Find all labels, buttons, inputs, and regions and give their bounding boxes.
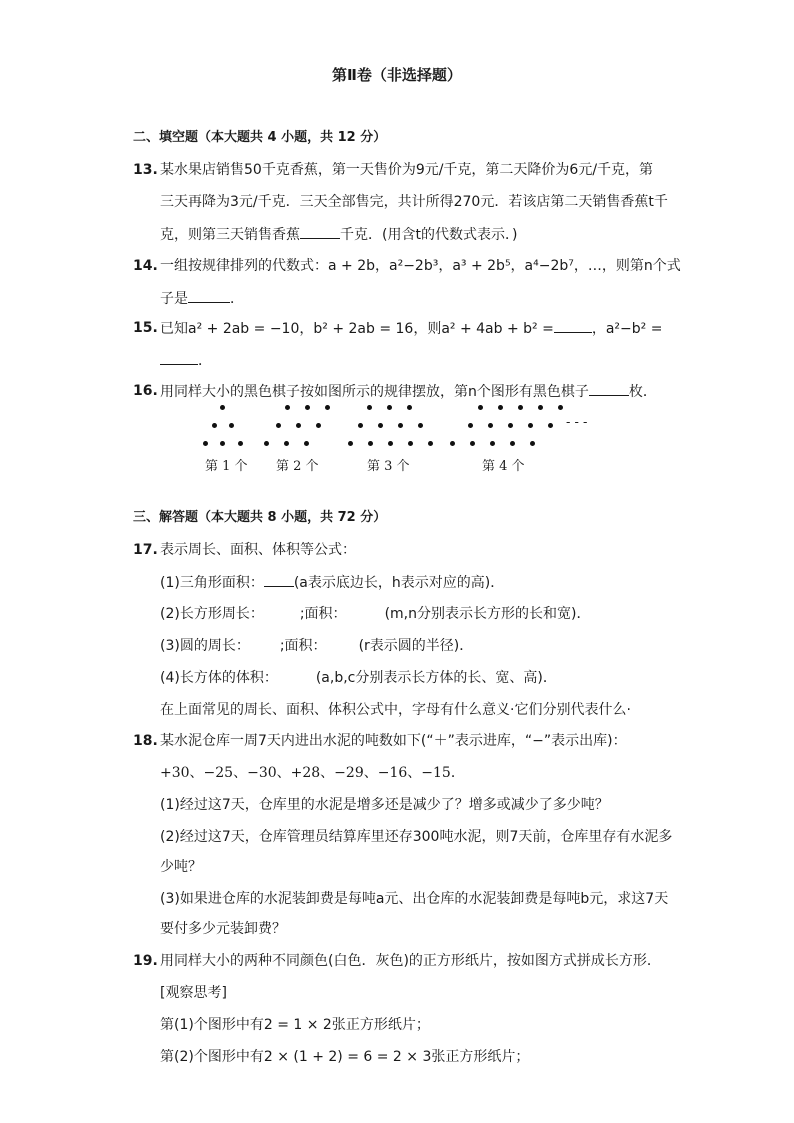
chess-piece: [407, 405, 412, 410]
answer-blank: [589, 381, 629, 396]
q19-line3: 第(1)个图形中有2 = 1 × 2张正方形纸片；: [160, 1017, 430, 1033]
chess-piece: [408, 441, 413, 446]
chess-piece: [488, 423, 493, 428]
chess-piece: [510, 441, 515, 446]
chess-piece: [368, 441, 373, 446]
q17-item3: [160, 636, 473, 656]
q15-line1: [160, 318, 662, 339]
q16-line1-start: 用同样大小的黑色棋子按如图所示的规律摆放，第n个图形有黑色棋子: [160, 384, 589, 400]
chess-piece: [538, 405, 543, 410]
chess-piece: [316, 423, 321, 428]
chess-piece: [508, 423, 513, 428]
figure-caption-4: 第 4 个: [482, 459, 525, 474]
q17-item4-label: (4)长方体的体积：: [160, 670, 278, 686]
q18-line1: 某水泥仓库一周7天内进出水泥的吨数如下(“＋”表示进库，“−”表示出库)：: [160, 733, 627, 749]
q16-line1: [160, 381, 657, 402]
chess-piece: [450, 441, 455, 446]
chess-piece: [348, 441, 353, 446]
q14-line2-end: ．: [230, 291, 244, 307]
answer-blank: [300, 224, 340, 239]
q13-line3: [160, 224, 517, 245]
q18-part3-line2: 要付多少元装卸费？: [160, 921, 286, 937]
chess-piece: [418, 423, 423, 428]
chess-piece: [367, 405, 372, 410]
q15-line1-start: 已知a² + 2ab = −10，b² + 2ab = 16，则a² + 4ab + b² =: [160, 321, 554, 337]
q19-line2: [观察思考]: [160, 985, 227, 1001]
chess-piece: [284, 441, 289, 446]
chess-piece: [378, 423, 383, 428]
question-number-16: 16.: [133, 383, 158, 399]
q17-item2: [160, 604, 590, 624]
q14-line2-start: 子是: [160, 291, 188, 307]
chess-piece: [498, 405, 503, 410]
figure-caption-1: 第 1 个: [205, 459, 248, 474]
chess-piece: [478, 405, 483, 410]
chess-piece: [530, 441, 535, 446]
answer-blank: [188, 288, 230, 303]
answer-blank: [160, 350, 198, 365]
chess-piece: [548, 423, 553, 428]
question-number-13: 13.: [133, 162, 158, 178]
q14-line2: [160, 288, 244, 309]
q18-data: +30、−25、−30、+28、−29、−16、−15．: [160, 765, 465, 781]
q17-item1: [160, 572, 504, 593]
q17-intro: 表示周长、面积、体积等公式：: [160, 542, 356, 558]
chess-piece: [388, 441, 393, 446]
q18-part1: (1)经过这7天，仓库里的水泥是增多还是减少了？增多或减少了多少吨？: [160, 797, 609, 813]
chess-piece: [387, 405, 392, 410]
chess-piece: [220, 405, 225, 410]
chess-piece: [398, 423, 403, 428]
chess-piece: [470, 441, 475, 446]
chess-piece: [220, 441, 225, 446]
section-header-solutions: 三、解答题（本大题共 8 小题，共 72 分）: [133, 510, 387, 525]
q17-item2-note: (m,n分别表示长方形的长和宽)．: [384, 606, 591, 622]
q17-item3-area: ;面积：: [279, 638, 327, 654]
section-header-fill-in: 二、填空题（本大题共 4 小题，共 12 分）: [133, 130, 387, 145]
chess-piece: [203, 441, 208, 446]
q18-part3-line1: (3)如果进仓库的水泥装卸费是每吨a元、出仓库的水泥装卸费是每吨b元，求这7天: [160, 891, 669, 907]
q16-line1-end: 枚．: [628, 384, 657, 400]
figure-caption-3: 第 3 个: [367, 459, 410, 474]
answer-blank: [554, 318, 592, 333]
chess-piece: [428, 441, 433, 446]
question-number-15: 15.: [133, 320, 158, 336]
q17-item4-note: (a,b,c分别表示长方体的长、宽、高)．: [315, 670, 557, 686]
chess-piece: [238, 441, 243, 446]
q13-line1: 某水果店销售50千克香蕉，第一天售价为9元/千克，第二天降价为6元/千克，第: [160, 162, 654, 178]
chess-piece: [490, 441, 495, 446]
question-number-17: 17.: [133, 542, 158, 558]
answer-blank: [264, 572, 294, 587]
chess-piece: [264, 441, 269, 446]
q17-item2-area: ;面积：: [299, 606, 347, 622]
q19-line4: 第(2)个图形中有2 × (1 + 2) = 6 = 2 × 3张正方形纸片；: [160, 1049, 530, 1065]
chess-piece: [296, 423, 301, 428]
chess-piece: [285, 405, 290, 410]
q15-line2-end: ．: [198, 353, 212, 369]
q19-line1: 用同样大小的两种不同颜色(白色．灰色)的正方形纸片，按如图方式拼成长方形．: [160, 953, 661, 969]
question-number-14: 14.: [133, 258, 158, 274]
chess-piece: [229, 423, 234, 428]
q17-item1-label: (1)三角形面积：: [160, 575, 264, 591]
chess-piece: [558, 405, 563, 410]
figure-caption-2: 第 2 个: [276, 459, 319, 474]
q17-item3-label: (3)圆的周长：: [160, 638, 250, 654]
q15-line2: [160, 350, 212, 371]
q18-part2-line1: (2)经过这7天，仓库管理员结算库里还存300吨水泥，则7天前，仓库里存有水泥多: [160, 829, 673, 845]
q13-line3-start: 克，则第三天销售香蕉: [160, 227, 300, 243]
q17-item4: [160, 668, 557, 688]
q18-part2-line2: 少吨？: [160, 859, 202, 875]
q13-line3-end: 千克．(用含t的代数式表示．): [340, 227, 518, 243]
pattern-ellipsis: - - -: [566, 415, 588, 430]
question-number-19: 19.: [133, 953, 158, 969]
q17-item1-note: (a表示底边长，h表示对应的高)．: [293, 575, 505, 591]
q17-question: 在上面常见的周长、面积、体积公式中，字母有什么意义·它们分别代表什么·: [160, 702, 631, 718]
chess-piece: [305, 405, 310, 410]
q17-item2-label: (2)长方形周长：: [160, 606, 264, 622]
question-number-18: 18.: [133, 733, 158, 749]
chess-piece: [468, 423, 473, 428]
q17-item3-note: (r表示圆的半径)．: [358, 638, 474, 654]
q13-line2: 三天再降为3元/千克．三天全部售完，共计所得270元．若该店第二天销售香蕉t千: [160, 194, 668, 210]
chess-piece: [518, 405, 523, 410]
chess-piece: [276, 423, 281, 428]
chess-piece: [212, 423, 217, 428]
q14-line1: 一组按规律排列的代数式：a + 2b，a²−2b³，a³ + 2b⁵，a⁴−2b⁷，…，则第n个式: [160, 258, 681, 274]
page-title: 第Ⅱ卷（非选择题）: [332, 66, 462, 84]
chess-piece: [325, 405, 330, 410]
chess-piece: [358, 423, 363, 428]
chess-piece: [304, 441, 309, 446]
chess-piece: [528, 423, 533, 428]
q15-line1-end: ，a²−b² =: [591, 321, 663, 337]
